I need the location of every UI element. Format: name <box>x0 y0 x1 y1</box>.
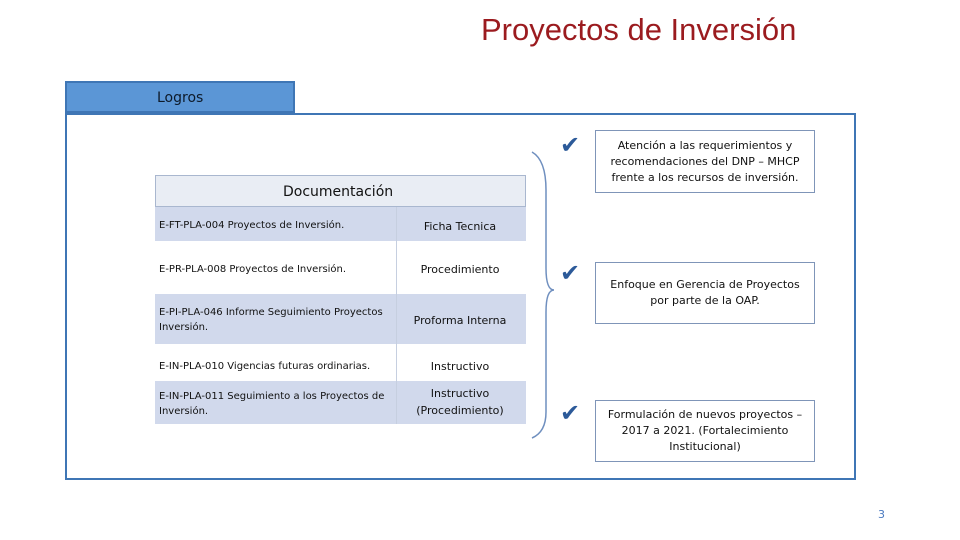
table-row <box>155 344 526 381</box>
table-row <box>155 294 526 344</box>
documentation-header <box>155 175 526 207</box>
table-row <box>155 381 526 424</box>
document-type: Instructivo <box>430 360 490 373</box>
document-code: E-FT-PLA-004 Proyectos de Inversión. <box>159 220 345 231</box>
document-type: Ficha Tecnica <box>423 220 497 233</box>
logros-tab[interactable] <box>65 81 295 113</box>
document-type: Instructivo (Procedimiento) <box>416 387 504 417</box>
document-code: E-IN-PLA-011 Seguimiento a los Proyectos de Inversión. <box>159 391 385 417</box>
achievement-text: Enfoque en Gerencia de Proyectos por parte de la OAP. <box>610 278 800 307</box>
document-code: E-IN-PLA-010 Vigencias futuras ordinarias. <box>159 361 371 372</box>
check-icon: ✔ <box>560 131 581 159</box>
brace-connector <box>528 150 558 440</box>
table-row <box>155 207 526 241</box>
achievement-text: Atención a las requerimientos y recomendaciones del DNP – MHCP frente a los recursos de inversión. <box>610 138 800 184</box>
document-type: Proforma Interna <box>413 314 507 327</box>
documentation-header-label: Documentación <box>283 184 394 200</box>
check-icon: ✔ <box>560 399 581 427</box>
tab-label: Logros <box>157 90 204 106</box>
achievement-box <box>595 400 815 462</box>
page-number: 3 <box>878 508 885 521</box>
document-code: E-PI-PLA-046 Informe Seguimiento Proyectos Inversión. <box>159 307 383 333</box>
document-type: Procedimiento <box>420 263 500 276</box>
check-icon: ✔ <box>560 259 581 287</box>
column-divider <box>396 207 397 424</box>
table-row <box>155 241 526 294</box>
achievement-box <box>595 130 815 193</box>
document-code: E-PR-PLA-008 Proyectos de Inversión. <box>159 264 347 275</box>
achievement-box <box>595 262 815 324</box>
achievement-text: Formulación de nuevos proyectos – 2017 a 2021. (Fortalecimiento Institucional) <box>607 408 803 453</box>
page-title: Proyectos de Inversión <box>481 12 797 47</box>
